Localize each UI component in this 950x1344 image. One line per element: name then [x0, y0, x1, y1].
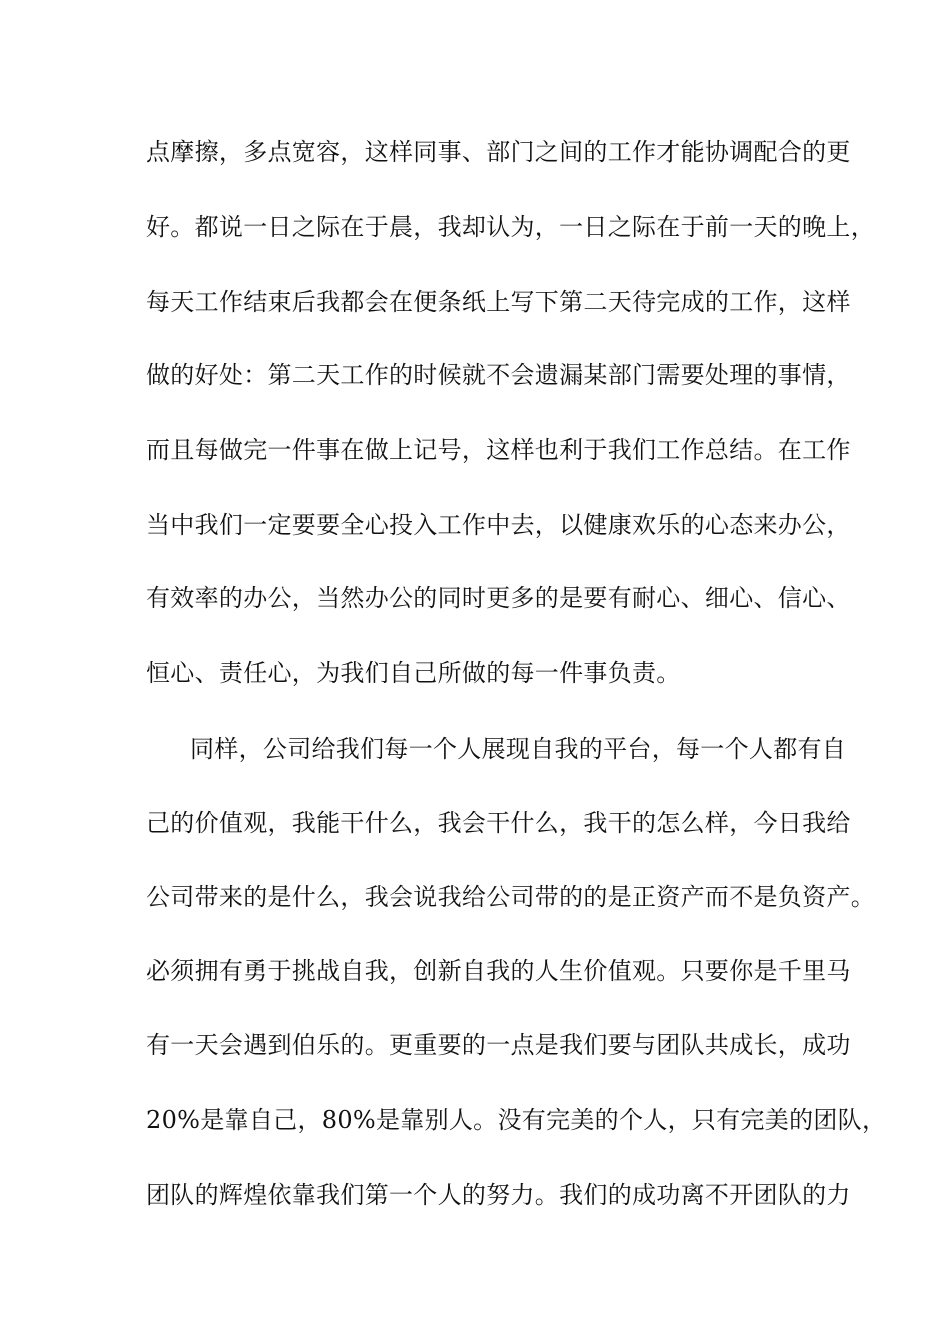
text-line: 公司带来的是什么，我会说我给公司带的的是正资产而不是负资产。	[146, 883, 875, 911]
text-line: 有一天会遇到伯乐的。更重要的一点是我们要与团队共成长，成功	[146, 1031, 851, 1059]
text-line: 做的好处：第二天工作的时候就不会遗漏某部门需要处理的事情，	[146, 361, 851, 389]
text-line: 己的价值观，我能干什么，我会干什么，我干的怎么样，今日我给	[146, 809, 851, 837]
text-line: 20%是靠自己，80%是靠别人。没有完美的个人，只有完美的团队，	[146, 1106, 887, 1134]
text-line: 点摩擦，多点宽容，这样同事、部门之间的工作才能协调配合的更	[146, 138, 851, 166]
paragraph-first-line: 同样，公司给我们每一个人展现自我的平台，每一个人都有自	[190, 735, 847, 763]
text-line: 每天工作结束后我都会在便条纸上写下第二天待完成的工作，这样	[146, 288, 851, 316]
text-line: 团队的辉煌依靠我们第一个人的努力。我们的成功离不开团队的力	[146, 1181, 851, 1209]
text-line: 当中我们一定要要全心投入工作中去，以健康欢乐的心态来办公，	[146, 511, 851, 539]
text-line: 有效率的办公，当然办公的同时更多的是要有耐心、细心、信心、	[146, 584, 851, 612]
text-line: 必须拥有勇于挑战自我，创新自我的人生价值观。只要你是千里马	[146, 957, 851, 985]
text-line: 恒心、责任心，为我们自己所做的每一件事负责。	[146, 659, 681, 687]
text-line: 好。都说一日之际在于晨，我却认为，一日之际在于前一天的晚上，	[146, 213, 875, 241]
text-line: 而且每做完一件事在做上记号，这样也利于我们工作总结。在工作	[146, 436, 851, 464]
